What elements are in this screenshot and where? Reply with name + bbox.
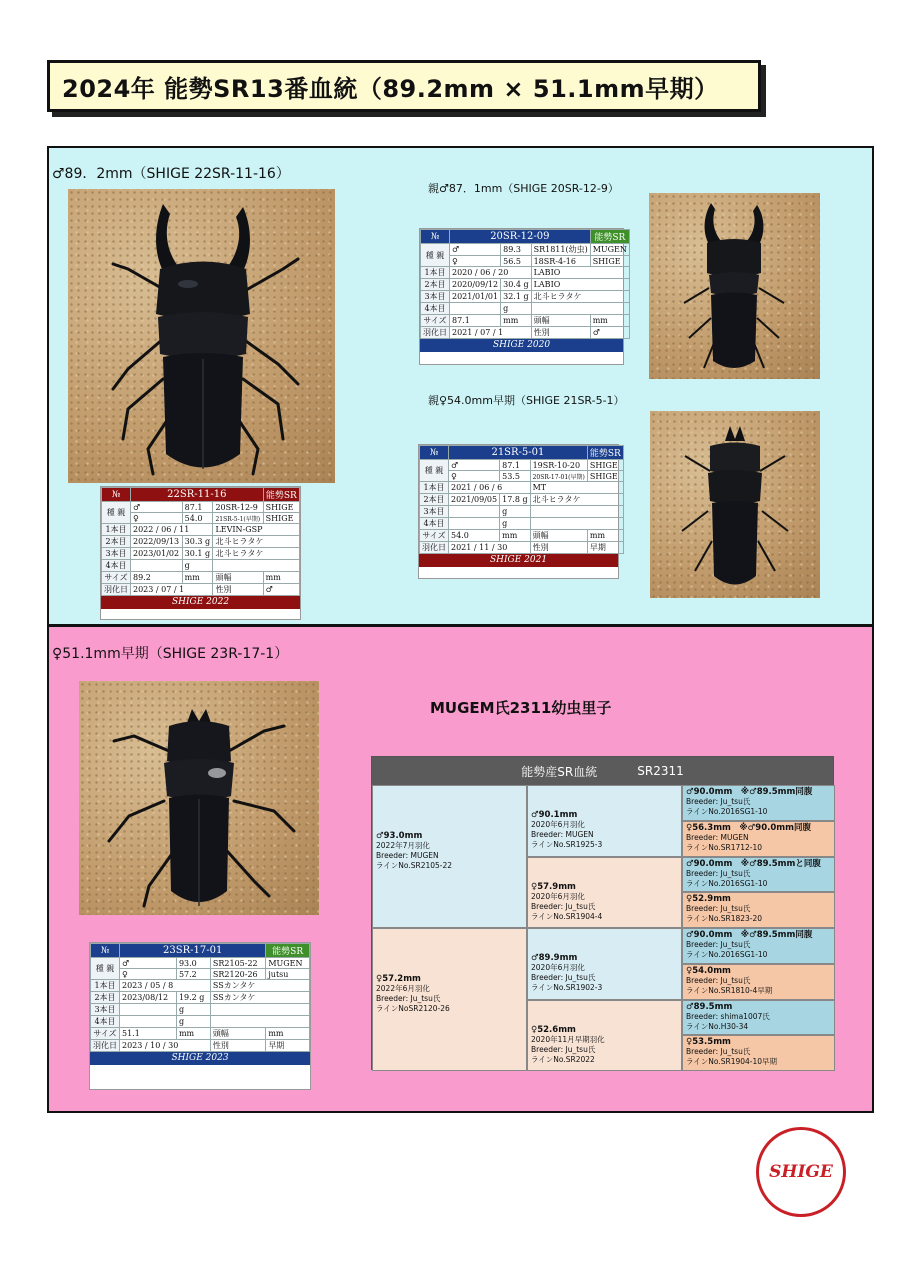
card-cell: SHIGE xyxy=(587,471,623,482)
pedigree-gen3-2 xyxy=(682,821,835,857)
card-cell: 54.0 xyxy=(182,513,213,524)
card-emerge: 2023 / 10 / 30 xyxy=(120,1040,211,1052)
card-cell xyxy=(210,1016,309,1028)
card-cell: 頭幅 xyxy=(213,572,263,584)
pedigree-header-right: SR2311 xyxy=(637,764,684,778)
card-cell: mm xyxy=(501,315,531,327)
card-cell: 57.2 xyxy=(176,969,210,980)
pedigree-gen3-1 xyxy=(682,785,835,821)
card-cell: 2021/09/05 xyxy=(449,494,500,506)
card-row-label: 2本目 xyxy=(91,992,120,1004)
shige-logo xyxy=(756,1127,846,1217)
card-cell: 32.1 g xyxy=(501,291,531,303)
pedigree-header-left: 能勢産SR血統 xyxy=(521,764,598,779)
pedigree-name: ♀52.6mm xyxy=(531,1025,576,1035)
card-cell: mm xyxy=(176,1028,210,1040)
pedigree-line: ラインNo.SR1904-10早期 xyxy=(686,1057,778,1066)
card-cell: 北斗ヒラタケ xyxy=(213,548,300,560)
card-cell: ♂ xyxy=(131,502,183,513)
pedigree-gen3-8 xyxy=(682,1035,835,1071)
card-row-label: 4本目 xyxy=(102,560,131,572)
pedigree-name: ♀53.5mm xyxy=(686,1037,731,1047)
pedigree-line: Breeder: Ju_tsu氏 xyxy=(686,976,751,985)
card-cell: g xyxy=(500,506,530,518)
card-cell: jutsu xyxy=(266,969,310,980)
card-cell xyxy=(531,303,629,315)
pedigree-name: ♂90.0mm ※♂89.5mm同腹 xyxy=(686,787,813,797)
card-cell: 性別 xyxy=(210,1040,265,1052)
card-row-label: 3本目 xyxy=(420,506,449,518)
card-sex: 早期 xyxy=(587,542,623,554)
card-cell: 2021/01/01 xyxy=(450,291,501,303)
card-cell: SSカンタケ xyxy=(210,980,309,992)
card-cell: 21SR-5-1(早期) xyxy=(213,513,263,524)
card-cell: ♂ xyxy=(449,460,500,471)
card-cell: 頭幅 xyxy=(530,530,587,542)
card-no: № xyxy=(421,230,450,244)
card-size: 54.0 xyxy=(449,530,500,542)
pedigree-line: ラインNo.H30-34 xyxy=(686,1022,749,1031)
card-row-label: 羽化日 xyxy=(102,584,131,596)
pedigree-line: Breeder: Ju_tsu氏 xyxy=(686,1047,751,1056)
stag-beetle-female-image xyxy=(79,681,319,915)
card-no: № xyxy=(420,446,449,460)
pedigree-gen3-6 xyxy=(682,964,835,1000)
card-size: 87.1 xyxy=(450,315,501,327)
pedigree-gen2-1 xyxy=(527,785,682,857)
card-row-label: 3本目 xyxy=(102,548,131,560)
card-emerge: 2021 / 07 / 1 xyxy=(450,327,532,339)
stag-beetle-dam-image xyxy=(650,411,820,598)
pedigree-line: ラインNo.2016SG1-10 xyxy=(686,950,768,959)
card-no: № xyxy=(91,944,120,958)
pedigree-line: Breeder: shima1007氏 xyxy=(686,1012,770,1021)
pedigree-gen2-4 xyxy=(527,1000,682,1071)
card-cell: g xyxy=(176,1004,210,1016)
card-cell: 89.3 xyxy=(501,244,531,256)
card-footer: SHIGE 2021 xyxy=(419,554,618,567)
card-cell: 93.0 xyxy=(176,958,210,969)
card-cell: 性別 xyxy=(530,542,587,554)
card-cell: 87.1 xyxy=(500,460,530,471)
pedigree-line: ラインNo.SR2105-22 xyxy=(376,861,453,870)
card-row-label: 1本目 xyxy=(102,524,131,536)
pedigree-line: Breeder: Ju_tsu氏 xyxy=(531,902,596,911)
card-cell: SR2105-22 xyxy=(210,958,265,969)
card-cell xyxy=(449,506,500,518)
card-sex: ♂ xyxy=(590,327,629,339)
card-cell: SR1811(幼虫) xyxy=(531,244,590,256)
sire-caption: 親♂87．1mm（SHIGE 20SR-12-9） xyxy=(428,182,619,195)
pedigree-line: ラインNoSR2120-26 xyxy=(376,1004,450,1013)
pedigree-name: ♀57.9mm xyxy=(531,882,576,892)
card-row-label: 3本目 xyxy=(91,1004,120,1016)
pedigree-name: ♂90.0mm ※♂89.5mmと同腹 xyxy=(686,859,821,869)
card-row-label: 1本目 xyxy=(420,482,449,494)
card-cell: SHIGE xyxy=(590,256,629,267)
male-beetle-photo xyxy=(68,189,335,483)
dam-caption: 親♀54.0mm早期（SHIGE 21SR-5-1） xyxy=(428,394,625,407)
card-row-label: 1本目 xyxy=(91,980,120,992)
pedigree-line: ラインNo.SR1904-4 xyxy=(531,912,603,921)
card-line: 能勢SR xyxy=(266,944,310,958)
card-row-label: 2本目 xyxy=(102,536,131,548)
pedigree-line: ラインNo.SR1823-20 xyxy=(686,914,763,923)
card-parent-label: 種 親 xyxy=(420,460,449,482)
pedigree-gen1-sire xyxy=(372,785,527,928)
pedigree-line: 2022年6月羽化 xyxy=(376,984,430,993)
card-cell xyxy=(120,1016,177,1028)
card-cell: 19.2 g xyxy=(176,992,210,1004)
pedigree-name: ♂89.5mm xyxy=(686,1002,733,1012)
male-caption: ♂89．2mm（SHIGE 22SR-11-16） xyxy=(52,166,290,182)
card-cell: ♂ xyxy=(450,244,501,256)
card-line: 能勢SR xyxy=(590,230,629,244)
card-emerge: 2023 / 07 / 1 xyxy=(131,584,213,596)
card-cell: mm xyxy=(500,530,530,542)
card-cell: 頭幅 xyxy=(210,1028,265,1040)
card-size: 51.1 xyxy=(120,1028,177,1040)
pedigree-gen2-2 xyxy=(527,857,682,928)
pedigree-gen3-4 xyxy=(682,892,835,928)
female-caption: ♀51.1mm早期（SHIGE 23R-17-1） xyxy=(52,646,289,662)
card-row-label: 羽化日 xyxy=(421,327,450,339)
stag-beetle-sire-image xyxy=(649,193,820,379)
card-cell: 2021 / 06 / 6 xyxy=(449,482,531,494)
pedigree-gen3-7 xyxy=(682,1000,835,1035)
card-cell: 2020 / 06 / 20 xyxy=(450,267,532,279)
card-cell: 30.3 g xyxy=(182,536,213,548)
card-cell: ♀ xyxy=(449,471,500,482)
card-parent-label: 種 親 xyxy=(421,244,450,267)
pedigree-gen3-3 xyxy=(682,857,835,892)
card-sex: ♂ xyxy=(263,584,299,596)
card-cell: 頭幅 xyxy=(531,315,590,327)
sire-beetle-photo xyxy=(649,193,820,379)
card-cell: 30.4 g xyxy=(501,279,531,291)
card-cell: mm xyxy=(587,530,623,542)
card-row-label: 3本目 xyxy=(421,291,450,303)
pedigree-line: Breeder: MUGEN xyxy=(531,830,594,839)
pedigree-gen1-dam xyxy=(372,928,527,1071)
card-cell: g xyxy=(500,518,530,530)
dam-label-card xyxy=(418,444,619,579)
card-row-label: サイズ xyxy=(421,315,450,327)
card-cell: LABIO xyxy=(531,279,629,291)
card-cell: ♀ xyxy=(120,969,177,980)
card-cell: LABIO xyxy=(531,267,629,279)
card-row-label: 4本目 xyxy=(420,518,449,530)
card-emerge: 2021 / 11 / 30 xyxy=(449,542,531,554)
pedigree-name: ♂90.1mm xyxy=(531,810,578,820)
card-row-label: 4本目 xyxy=(91,1016,120,1028)
card-cell: 北斗ヒラタケ xyxy=(530,494,623,506)
card-row-label: 1本目 xyxy=(421,267,450,279)
pedigree-name: ♀56.3mm ※♂90.0mm同腹 xyxy=(686,823,811,833)
card-cell xyxy=(530,518,623,530)
card-cell: mm xyxy=(263,572,299,584)
card-id: 22SR-11-16 xyxy=(131,488,264,502)
card-cell: MT xyxy=(530,482,623,494)
card-cell: 19SR-10-20 xyxy=(530,460,587,471)
card-cell: MUGEN xyxy=(590,244,629,256)
card-cell: SR2120-26 xyxy=(210,969,265,980)
female-label-card xyxy=(89,942,311,1090)
card-row-label: 羽化日 xyxy=(91,1040,120,1052)
card-cell xyxy=(131,560,183,572)
pedigree-line: ラインNo.SR1902-3 xyxy=(531,983,603,992)
female-beetle-photo xyxy=(79,681,319,915)
card-id: 20SR-12-09 xyxy=(450,230,591,244)
pedigree-line: ラインNo.SR1810-4早期 xyxy=(686,986,773,995)
card-row-label: サイズ xyxy=(102,572,131,584)
pedigree-gen3-5 xyxy=(682,928,835,964)
card-cell: SHIGE xyxy=(263,502,299,513)
card-id: 21SR-5-01 xyxy=(449,446,588,460)
card-line: 能勢SR xyxy=(263,488,299,502)
pedigree-line: Breeder: Ju_tsu氏 xyxy=(686,869,751,878)
card-cell: g xyxy=(501,303,531,315)
card-cell: SSカンタケ xyxy=(210,992,309,1004)
card-cell: ♀ xyxy=(450,256,501,267)
pedigree-line: Breeder: Ju_tsu氏 xyxy=(531,1045,596,1054)
card-row-label: サイズ xyxy=(91,1028,120,1040)
card-cell: 53.5 xyxy=(500,471,530,482)
card-cell: 性別 xyxy=(531,327,590,339)
card-parent-label: 種 親 xyxy=(91,958,120,980)
male-label-card xyxy=(100,486,301,620)
card-line: 能勢SR xyxy=(587,446,623,460)
card-cell: 北斗ヒラタケ xyxy=(531,291,629,303)
card-cell: 2020/09/12 xyxy=(450,279,501,291)
card-cell: 20SR-17-01(早期) xyxy=(530,471,587,482)
pedigree-line: 2020年11月早期羽化 xyxy=(531,1035,605,1044)
dam-beetle-photo xyxy=(650,411,820,598)
pedigree-name: ♀52.9mm xyxy=(686,894,731,904)
card-size: 89.2 xyxy=(131,572,183,584)
pedigree-line: ラインNo.SR2022 xyxy=(531,1055,595,1064)
pedigree-name: ♀54.0mm xyxy=(686,966,731,976)
card-parent-label: 種 親 xyxy=(102,502,131,524)
pedigree-header xyxy=(372,757,833,785)
card-cell: 56.5 xyxy=(501,256,531,267)
pedigree-table xyxy=(371,756,834,1070)
card-cell: 2023/01/02 xyxy=(131,548,183,560)
card-no: № xyxy=(102,488,131,502)
card-cell: g xyxy=(176,1016,210,1028)
sire-label-card xyxy=(419,228,627,365)
card-footer: SHIGE 2022 xyxy=(101,596,300,609)
pedigree-line: Breeder: Ju_tsu氏 xyxy=(376,994,441,1003)
card-cell: 30.1 g xyxy=(182,548,213,560)
pedigree-name: ♀57.2mm xyxy=(376,974,421,984)
card-cell: MUGEN xyxy=(266,958,310,969)
card-row-label: 2本目 xyxy=(420,494,449,506)
pedigree-line: ラインNo.2016SG1-10 xyxy=(686,807,768,816)
pedigree-line: Breeder: Ju_tsu氏 xyxy=(686,940,751,949)
pedigree-line: ラインNo.2016SG1-10 xyxy=(686,879,768,888)
pedigree-line: 2020年6月羽化 xyxy=(531,820,585,829)
pedigree-gen2-3 xyxy=(527,928,682,1000)
card-footer: SHIGE 2020 xyxy=(420,339,623,352)
card-cell: 17.8 g xyxy=(500,494,530,506)
card-cell: 20SR-12-9 xyxy=(213,502,263,513)
pedigree-line: 2020年6月羽化 xyxy=(531,963,585,972)
page-title: 2024年 能勢SR13番血統（89.2mm × 51.1mm早期） xyxy=(62,74,719,103)
card-cell xyxy=(120,1004,177,1016)
shige-logo-text: SHIGE xyxy=(769,1162,833,1182)
pedigree-line: 2022年7月羽化 xyxy=(376,841,430,850)
card-cell: 18SR-4-16 xyxy=(531,256,590,267)
card-cell: LEVIN-GSP xyxy=(213,524,300,536)
card-cell: g xyxy=(182,560,213,572)
card-cell: 2023/08/12 xyxy=(120,992,177,1004)
card-cell: mm xyxy=(590,315,629,327)
card-cell: mm xyxy=(182,572,213,584)
card-cell: 2022 / 06 / 11 xyxy=(131,524,213,536)
stag-beetle-male-image xyxy=(68,189,335,483)
card-cell: 2023 / 05 / 8 xyxy=(120,980,211,992)
mugen-title: MUGEM氏2311幼虫里子 xyxy=(430,699,612,717)
card-cell xyxy=(449,518,500,530)
pedigree-name: ♂89.9mm xyxy=(531,953,578,963)
pedigree-name: ♂90.0mm ※♂89.5mm同腹 xyxy=(686,930,813,940)
pedigree-line: ラインNo.SR1712-10 xyxy=(686,843,763,852)
card-cell xyxy=(450,303,501,315)
card-footer: SHIGE 2023 xyxy=(90,1052,310,1065)
card-id: 23SR-17-01 xyxy=(120,944,266,958)
card-row-label: 羽化日 xyxy=(420,542,449,554)
page-title-box xyxy=(47,60,761,112)
card-cell: mm xyxy=(266,1028,310,1040)
card-sex: 早期 xyxy=(266,1040,310,1052)
pedigree-line: Breeder: Ju_tsu氏 xyxy=(686,904,751,913)
card-cell xyxy=(210,1004,309,1016)
card-cell: 北斗ヒラタケ xyxy=(213,536,300,548)
card-cell: SHIGE xyxy=(587,460,623,471)
pedigree-line: Breeder: Ju_tsu氏 xyxy=(531,973,596,982)
card-cell xyxy=(213,560,300,572)
pedigree-line: Breeder: MUGEN xyxy=(376,851,439,860)
pedigree-line: Breeder: Ju_tsu氏 xyxy=(686,797,751,806)
card-cell: ♂ xyxy=(120,958,177,969)
card-cell: ♀ xyxy=(131,513,183,524)
card-row-label: 4本目 xyxy=(421,303,450,315)
pedigree-name: ♂93.0mm xyxy=(376,831,423,841)
card-cell: 2022/09/13 xyxy=(131,536,183,548)
pedigree-line: Breeder: MUGEN xyxy=(686,833,749,842)
card-cell xyxy=(530,506,623,518)
pedigree-line: 2020年6月羽化 xyxy=(531,892,585,901)
card-row-label: サイズ xyxy=(420,530,449,542)
card-cell: 87.1 xyxy=(182,502,213,513)
card-row-label: 2本目 xyxy=(421,279,450,291)
card-cell: 性別 xyxy=(213,584,263,596)
pedigree-line: ラインNo.SR1925-3 xyxy=(531,840,603,849)
card-cell: SHIGE xyxy=(263,513,299,524)
